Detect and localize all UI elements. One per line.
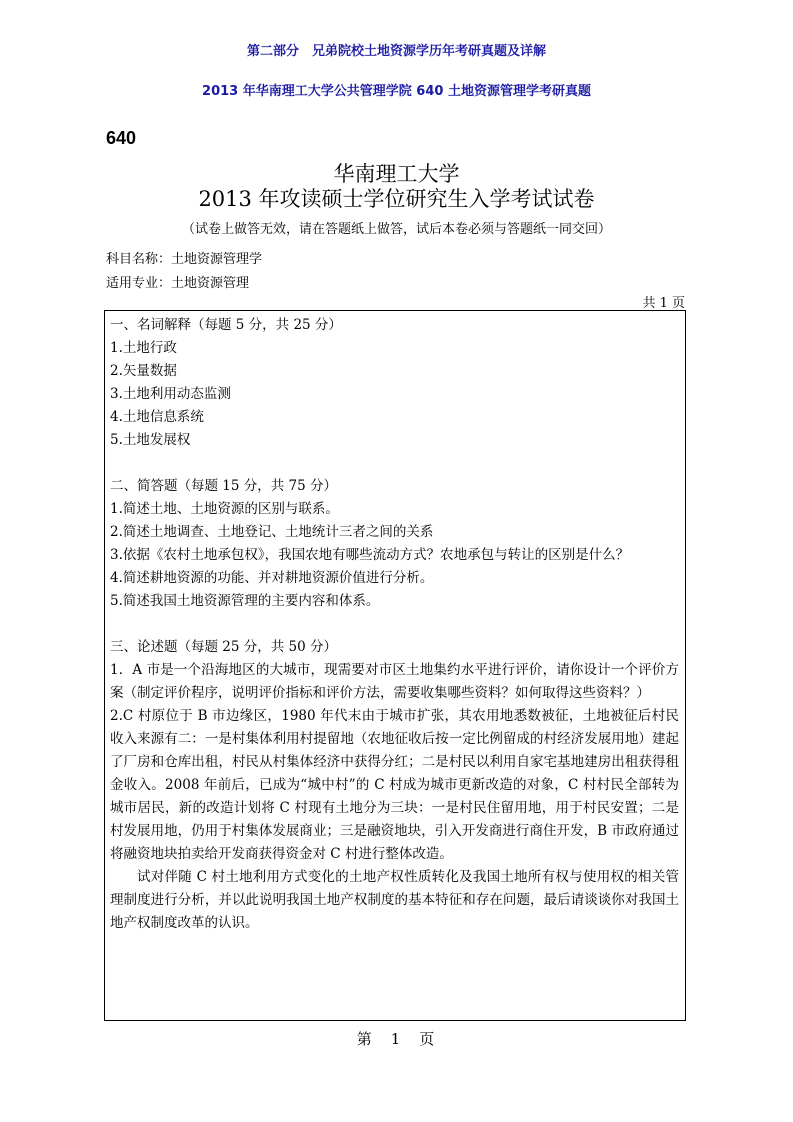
section3-heading: 三、论述题（每题 25 分，共 50 分） [110, 639, 338, 655]
section2-heading: 二、简答题（每题 15 分，共 75 分） [110, 478, 338, 494]
section2-item: 2.简述土地调查、土地登记、土地统计三者之间的关系 [110, 524, 434, 540]
section1-item: 4.土地信息系统 [110, 409, 204, 425]
essay-question-2-task: 试对伴随 C 村土地利用方式变化的土地产权性质转化及我国土地所有权与使用权的相关管理制度进行分析，并以此说明我国土地产权制度的基本特征和存在问题，最后请谈谈你对我国土地产权制度改革的认识。 [110, 869, 679, 931]
running-header-title: 2013 年华南理工大学公共管理学院 640 土地资源管理学考研真题 [202, 84, 591, 99]
question-box [104, 310, 686, 1021]
section2-item: 1.简述土地、土地资源的区别与联系。 [110, 501, 339, 517]
section1-item: 1.土地行政 [110, 340, 177, 356]
section2-item: 3.依据《农村土地承包权》，我国农地有哪些流动方式？农地承包与转让的区别是什么？ [110, 547, 630, 563]
essay-question-2: 2.C 村原位于 B 市边缘区，1980 年代末由于城市扩张，其农用地悉数被征，土地被征后村民收入来源有二：一是村集体利用村提留地（农地征收后按一定比例留成的村经济发展用地）建起了厂房和仓库出租，村民从村集体经济中获得分红；二是村民以利用自家宅基地建房出租获得租金收入。2008 年前后，已成为“城中村”的 C 村成为城市更新改造的对象，C 村村民全部转为城市居民，新的改造计划将 C 村现有土地分为三块：一是村民住留用地，用于村民安置；二是村发展用地，仍用于村集体发展商业；三是融资地块，引入开发商进行商住开发，B 市政府通过将融资地块拍卖给开发商获得资金对 C 村进行整体改造。 [110, 708, 679, 862]
section2-item: 4.简述耕地资源的功能、并对耕地资源价值进行分析。 [110, 570, 434, 586]
running-header-part: 第二部分 兄弟院校土地资源学历年考研真题及详解 [246, 44, 546, 59]
essay-question-1: 1．A 市是一个沿海地区的大城市，现需要对市区土地集约水平进行评价，请你设计一个评价方案（制定评价程序，说明评价指标和评价方法，需要收集哪些资料？如何取得这些资料？） [110, 662, 679, 701]
exam-title: 2013 年攻读硕士学位研究生入学考试试卷 [198, 187, 595, 211]
page-total: 共 1 页 [642, 296, 685, 311]
section2-item: 5.简述我国土地资源管理的主要内容和体系。 [110, 593, 380, 609]
section1-item: 5.土地发展权 [110, 432, 191, 448]
page-number: 第 1 页 [356, 1030, 437, 1048]
exam-code: 640 [106, 128, 137, 148]
section1-item: 3.土地利用动态监测 [110, 386, 231, 402]
section1-item: 2.矢量数据 [110, 363, 177, 379]
section1-heading: 一、名词解释（每题 5 分，共 25 分） [110, 317, 342, 333]
applicable-major: 适用专业：土地资源管理 [106, 276, 250, 291]
university-name: 华南理工大学 [333, 162, 460, 186]
subject-name: 科目名称：土地资源管理学 [106, 252, 263, 267]
exam-note: （试卷上做答无效，请在答题纸上做答，试后本卷必须与答题纸一同交回） [181, 222, 611, 237]
